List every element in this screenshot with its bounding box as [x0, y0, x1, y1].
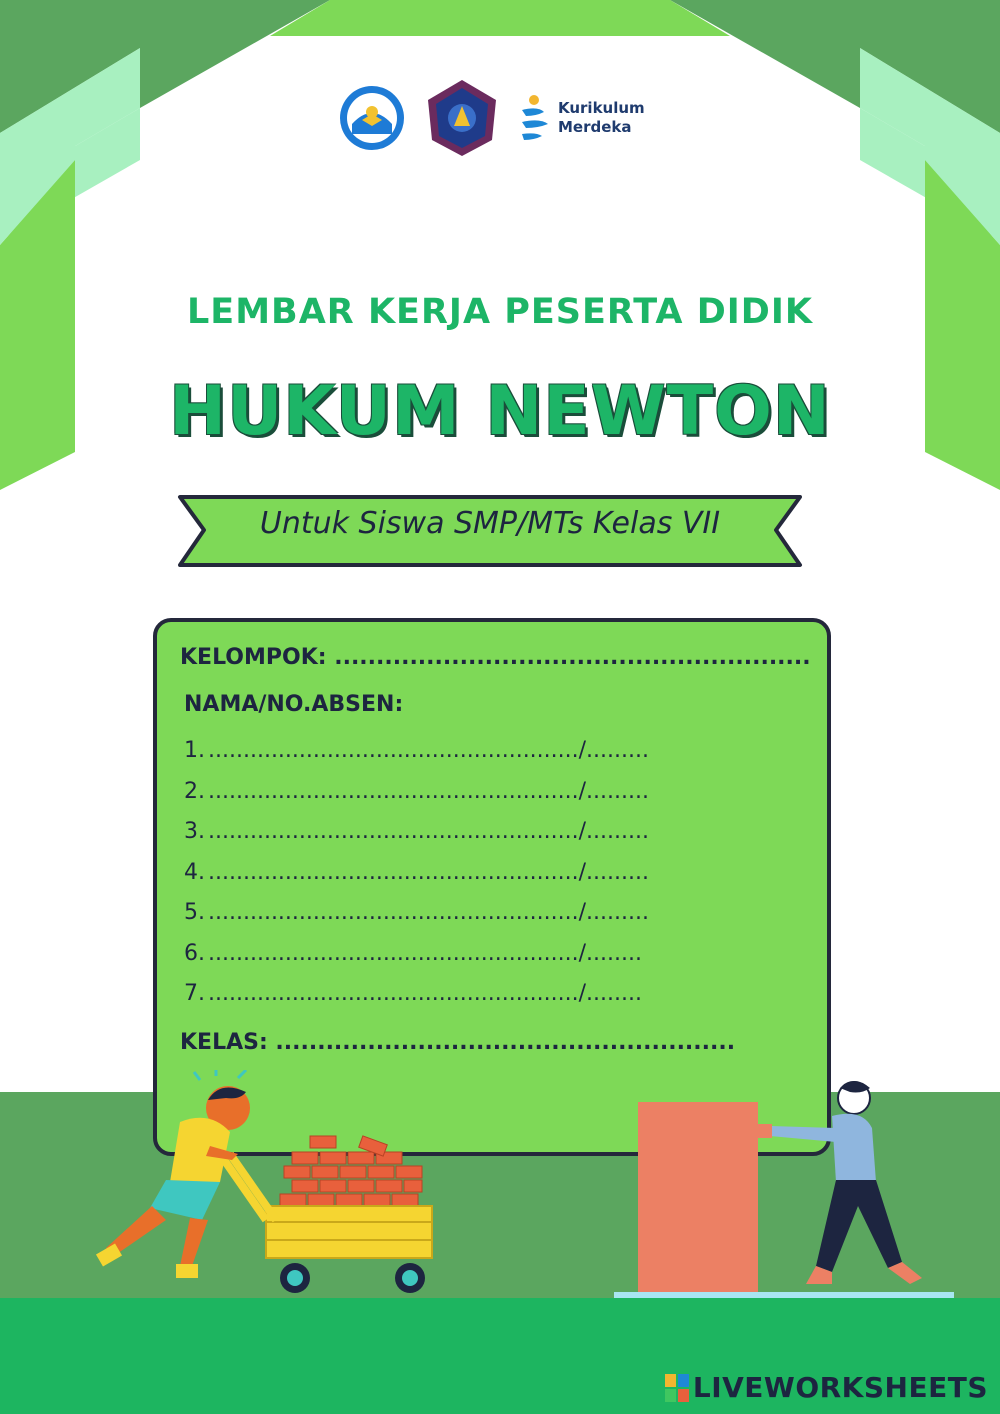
entry-line[interactable]: ...................................................../......... — [208, 900, 649, 925]
entry-line[interactable]: ...................................................../........ — [208, 981, 642, 1006]
kurikulum-merdeka-icon — [518, 94, 552, 142]
logo-bar — [338, 78, 645, 158]
student-entry-row[interactable] — [184, 900, 649, 925]
kurikulum-merdeka-logo — [518, 94, 645, 142]
entry-number: 2. — [184, 778, 205, 804]
worksheet-subtitle: LEMBAR KERJA PESERTA DIDIK — [187, 292, 813, 332]
page-title: HUKUM NEWTON — [169, 372, 831, 451]
entry-number: 7. — [184, 981, 205, 1006]
entry-line[interactable]: ...................................................../......... — [208, 738, 649, 763]
entry-line[interactable]: ...................................................../......... — [208, 819, 649, 844]
liveworksheets-logo — [665, 1374, 689, 1402]
entry-number: 3. — [184, 819, 205, 844]
student-entry-row[interactable] — [184, 738, 649, 763]
student-entry-row[interactable] — [184, 941, 642, 966]
entry-line[interactable]: ...................................................../........ — [208, 940, 642, 966]
entry-number: 1. — [184, 738, 205, 763]
merdeka-text: Merdeka — [558, 118, 632, 136]
nama-absen-label: NAMA/NO.ABSEN: — [184, 692, 404, 717]
student-entry-row[interactable] — [184, 981, 642, 1006]
liveworksheets-text: LIVEWORKSHEETS — [692, 1371, 988, 1404]
entry-line[interactable]: ...................................................../......... — [208, 859, 649, 885]
audience-ribbon: Untuk Siswa SMP/MTs Kelas VII — [259, 506, 721, 541]
entry-line[interactable]: ...................................................../......... — [208, 778, 649, 804]
entry-number: 5. — [184, 900, 205, 925]
tut-wuri-logo — [338, 84, 406, 152]
entry-number: 6. — [184, 940, 205, 966]
kelompok-field[interactable]: KELOMPOK: ......................................................... — [180, 645, 811, 670]
kurikulum-text: Kurikulum — [558, 99, 645, 117]
boy-pushing-cart-illustration — [70, 1070, 450, 1300]
student-entry-row[interactable] — [184, 779, 649, 804]
liveworksheets-brand — [665, 1371, 988, 1404]
student-entry-row[interactable] — [184, 819, 649, 844]
kelas-field[interactable]: KELAS: ....................................................... — [180, 1030, 736, 1055]
man-pushing-box-illustration — [610, 1070, 970, 1300]
entry-number: 4. — [184, 859, 205, 885]
undiksha-logo — [424, 78, 500, 158]
student-entry-row[interactable] — [184, 860, 649, 885]
